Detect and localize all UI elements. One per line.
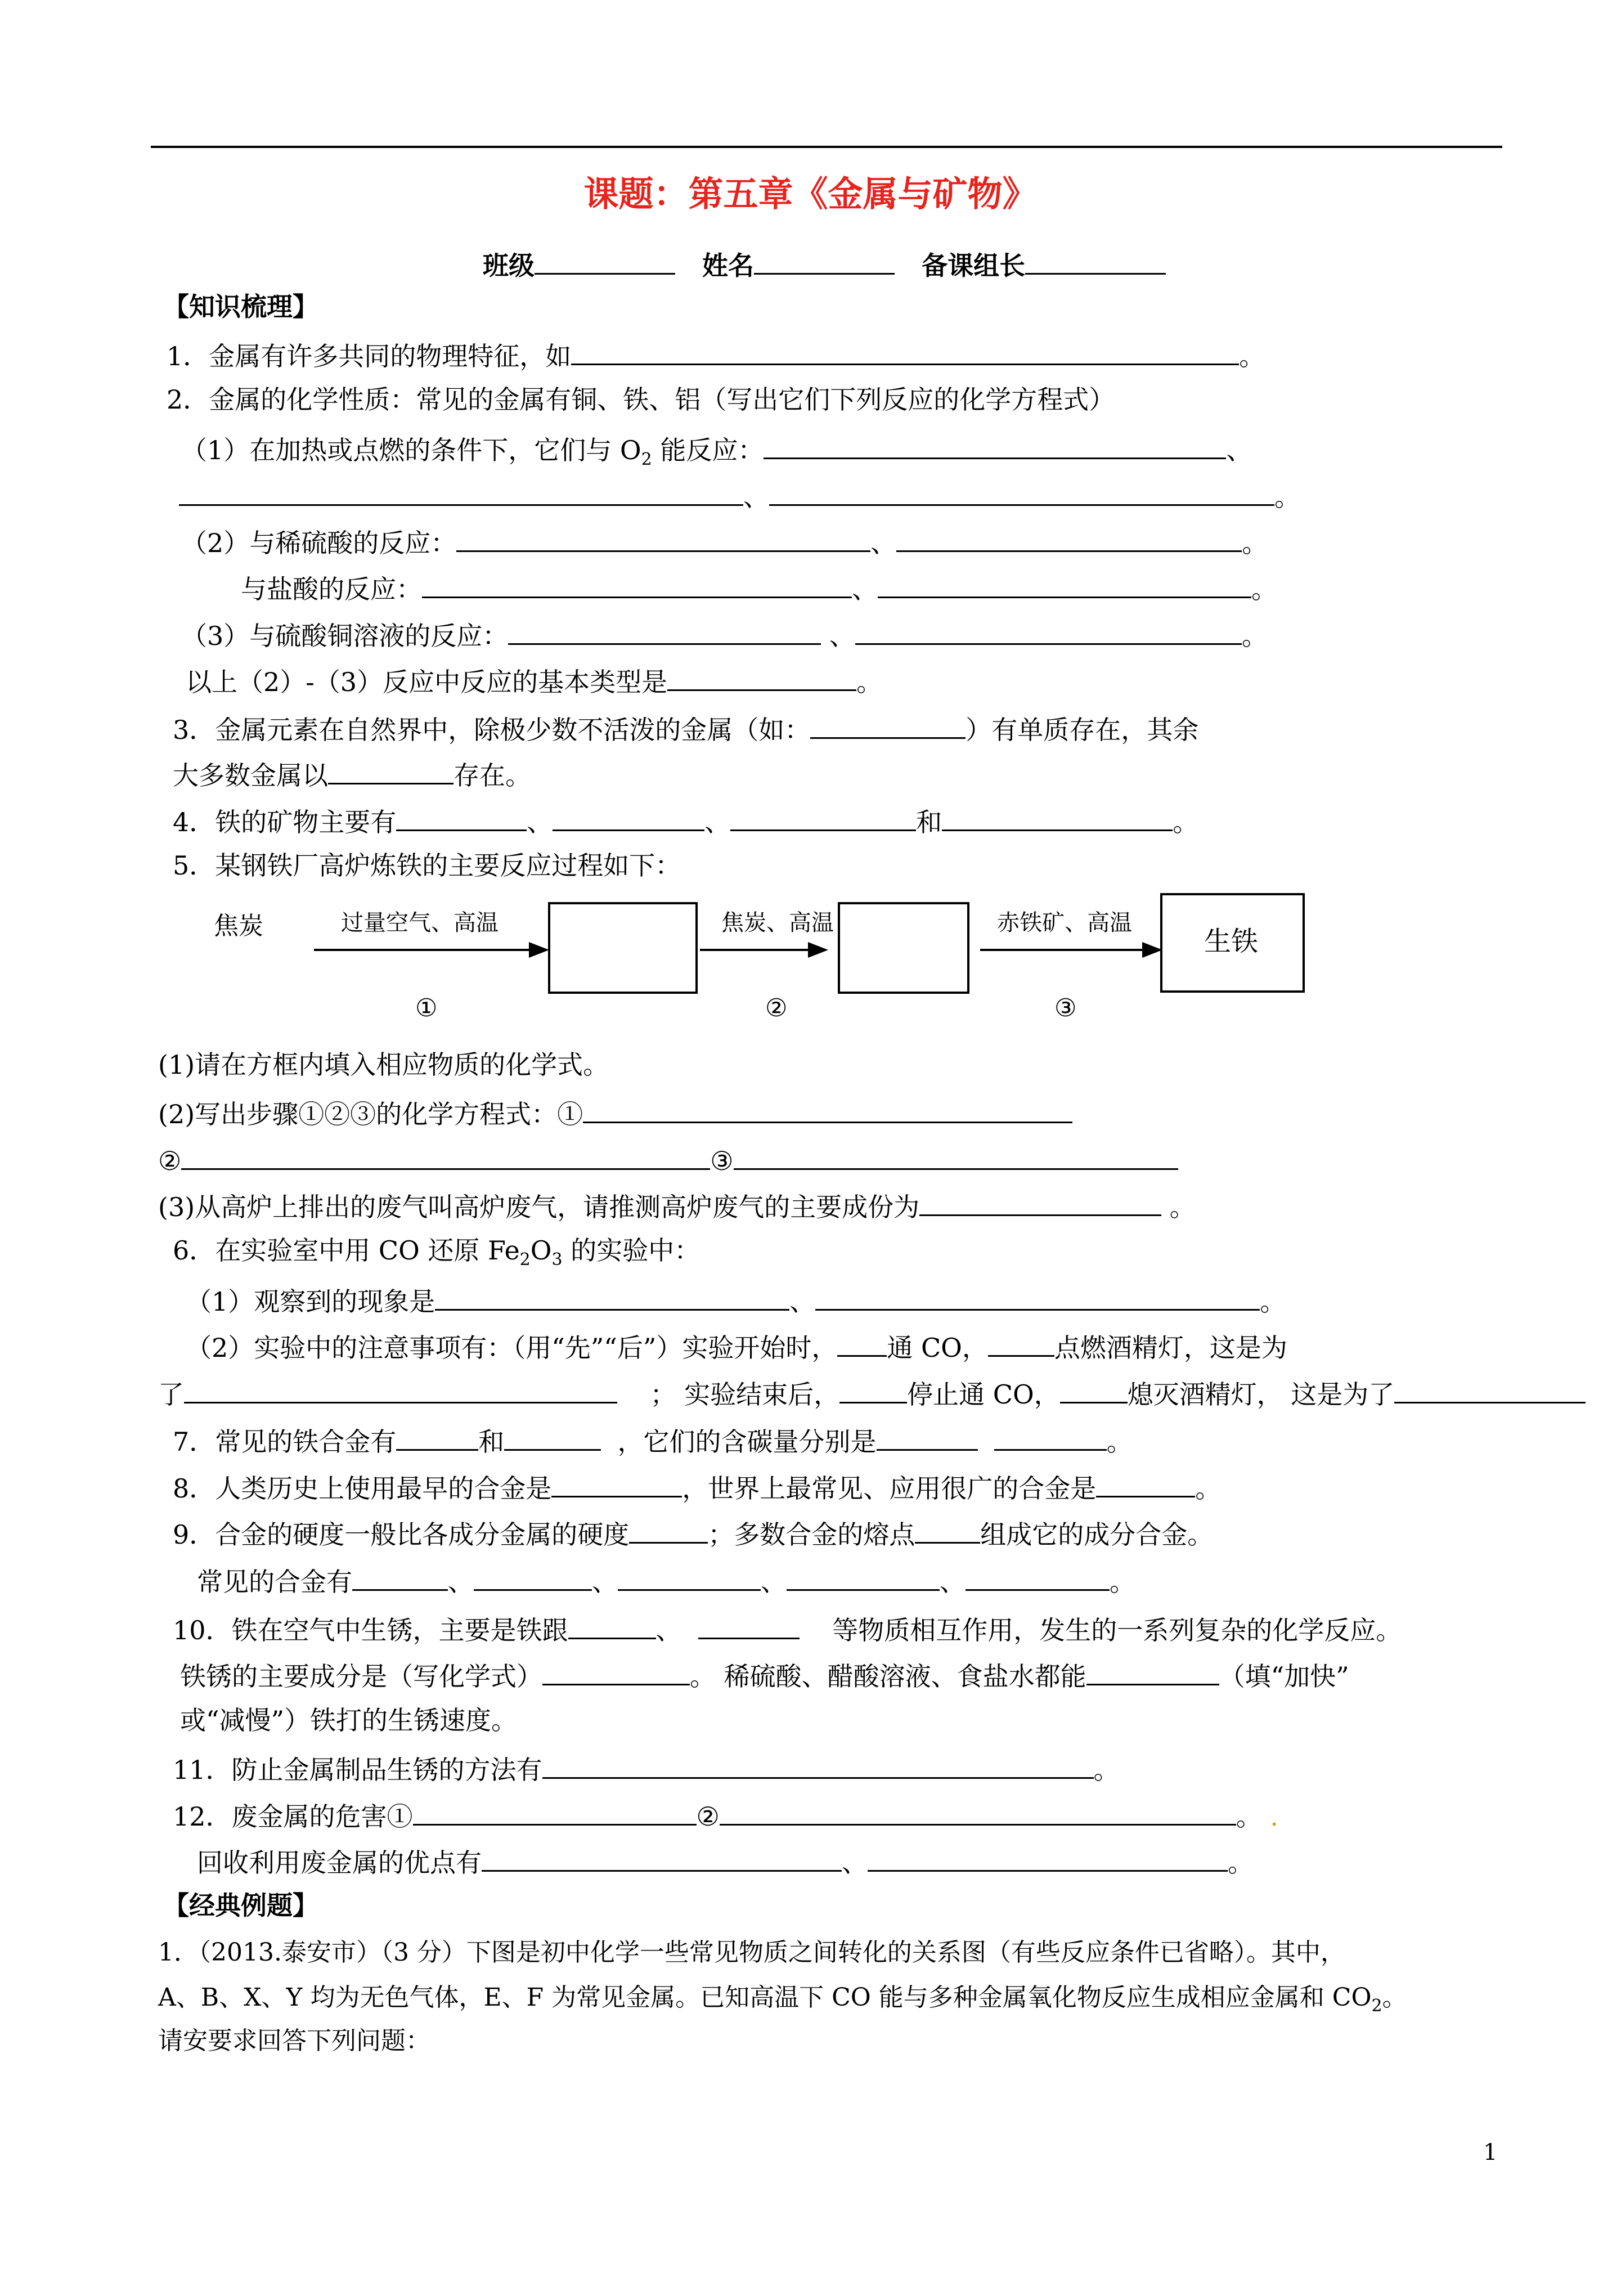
q6-s2-b: 通 CO， xyxy=(887,1333,988,1363)
q7-and: 和 xyxy=(478,1427,505,1457)
q4-blank-4[interactable] xyxy=(942,802,1173,831)
q2-s3-text: （3）与硫酸铜溶液的反应： xyxy=(181,621,509,651)
leader-field[interactable] xyxy=(1025,246,1166,275)
q8-blank-1[interactable] xyxy=(551,1469,682,1497)
q12-l2-text: 回收利用废金属的优点有 xyxy=(197,1847,482,1878)
q4-blank-2[interactable] xyxy=(553,802,704,831)
q6-s1 xyxy=(186,1282,1286,1316)
q5-p3 xyxy=(158,1187,1196,1221)
q6-blank-lamp[interactable] xyxy=(1060,1375,1128,1403)
q2-type-text: 以上（2）-（3）反应中反应的基本类型是 xyxy=(186,667,668,697)
q6-period: 。 xyxy=(1260,1286,1286,1317)
q9-comma: 、 xyxy=(448,1567,474,1597)
step-3-label: ③ xyxy=(1054,994,1077,1023)
q6-s2-line2 xyxy=(158,1375,1586,1409)
q8-text: 8．人类历史上使用最早的合金是 xyxy=(173,1473,552,1504)
q2-type xyxy=(186,662,882,696)
q2-comma: 、 xyxy=(852,574,878,604)
section-knowledge: 【知识梳理】 xyxy=(163,292,318,322)
example1-line3: 请安要求回答下列问题： xyxy=(158,2026,430,2055)
q6-reason-blank-2[interactable] xyxy=(1394,1375,1586,1403)
arrow1-label: 过量空气、高温 xyxy=(341,910,499,936)
q12-period: 。 xyxy=(1228,1847,1254,1878)
q6-post: 的实验中： xyxy=(562,1235,701,1266)
q2-s1-pre: （1）在加热或点燃的条件下，它们与 O xyxy=(181,435,641,465)
q10-blank-1[interactable] xyxy=(568,1611,656,1639)
q2-s3-blank-1[interactable] xyxy=(508,616,821,645)
q12-text: 12．废金属的危害① xyxy=(173,1801,413,1832)
q3-blank-1[interactable] xyxy=(810,710,966,739)
q10-l1-post: 等物质相互作用，发生的一系列复杂的化学反应。 xyxy=(832,1615,1402,1645)
q4 xyxy=(173,802,1198,836)
q6-s1-blank-2[interactable] xyxy=(815,1282,1260,1311)
q12-blank-2[interactable] xyxy=(720,1797,1236,1826)
example1-line2 xyxy=(158,1981,1407,2015)
class-label: 班级 xyxy=(483,250,535,281)
arrow2-head-icon xyxy=(808,942,828,958)
q5-c3: ③ xyxy=(710,1146,734,1176)
q11-blank[interactable] xyxy=(542,1750,1094,1779)
q4-comma: 、 xyxy=(704,807,731,837)
q10-effect-blank[interactable] xyxy=(1086,1657,1219,1685)
example1-l2-pre: A、B、X、Y 均为无色气体，E、F 为常见金属。已知高温下 CO 能与多种金属氧化物反应生成相应金属和 CO xyxy=(158,1983,1372,2012)
arrow2-line xyxy=(700,949,812,951)
arrow1-line xyxy=(314,949,533,951)
q8 xyxy=(173,1469,1221,1503)
q5-p1: (1)请在方框内填入相应物质的化学式。 xyxy=(158,1050,609,1080)
box-1[interactable] xyxy=(548,902,698,994)
q6-s2-f: 停止通 CO， xyxy=(907,1379,1060,1410)
q6-s2-d: 了 xyxy=(158,1379,184,1410)
q2-comma: 、 xyxy=(829,621,855,651)
header-fields xyxy=(483,246,1166,280)
q9-line2 xyxy=(197,1562,1135,1596)
q5-p2-text: (2)写出步骤①②③的化学方程式：① xyxy=(158,1099,583,1129)
q6-sub1: 2 xyxy=(519,1250,531,1270)
q9 xyxy=(173,1515,1213,1549)
section-examples: 【经典例题】 xyxy=(163,1890,318,1921)
q12-blank-1[interactable] xyxy=(413,1797,697,1826)
name-label: 姓名 xyxy=(702,250,755,281)
q3-line2 xyxy=(173,756,531,790)
q9-alloy-blank-1[interactable] xyxy=(352,1562,448,1591)
arrow3-label: 赤铁矿、高温 xyxy=(997,910,1132,936)
q5-p2 xyxy=(158,1095,1072,1128)
q10-l2-mid: 。 稀硫酸、醋酸溶液、食盐水都能 xyxy=(690,1661,1086,1692)
q12-dot: . xyxy=(1270,1801,1279,1832)
q12-c2: ② xyxy=(696,1801,720,1832)
q2-s1-post: 能反应： xyxy=(652,435,764,465)
q10-formula-blank[interactable] xyxy=(542,1657,690,1685)
q6-s2-c: 点燃酒精灯，这是为 xyxy=(1054,1333,1287,1363)
q2-s2a xyxy=(181,523,1268,557)
q2-s2b xyxy=(241,569,1277,603)
q12-period: 。 xyxy=(1236,1801,1262,1832)
q7-blank-1[interactable] xyxy=(396,1422,478,1451)
q5-p3-text: (3)从高炉上排出的废气叫高炉废气，请推测高炉废气的主要成份为 xyxy=(158,1192,920,1222)
q10-l2-post: （填“加快” xyxy=(1219,1661,1349,1692)
q10-comma: 、 xyxy=(655,1615,682,1645)
q2-s3-blank-2[interactable] xyxy=(855,616,1242,645)
q12-comma: 、 xyxy=(842,1847,868,1878)
q4-period: 。 xyxy=(1173,807,1199,837)
q2-period: 。 xyxy=(856,667,883,697)
q2-comma: 、 xyxy=(870,528,897,558)
q12 xyxy=(173,1797,1278,1831)
q6-s2 xyxy=(186,1328,1287,1362)
q2-s2a-blank-2[interactable] xyxy=(896,523,1242,552)
q6-reason-blank-1[interactable] xyxy=(184,1375,617,1403)
q5-p3-end: 。 xyxy=(1161,1192,1196,1222)
q9-line2-text: 常见的合金有 xyxy=(197,1567,352,1597)
q5-text: 5．某钢铁厂高炉炼铁的主要反应过程如下： xyxy=(173,850,681,881)
q3-line2-pre: 大多数金属以 xyxy=(173,760,328,791)
q7-period: 。 xyxy=(1106,1427,1133,1457)
q4-and: 和 xyxy=(916,807,942,837)
diagram-start: 焦炭 xyxy=(214,912,263,940)
q6-s2-e: ； 实验结束后， xyxy=(650,1379,840,1410)
q6-blank-stop[interactable] xyxy=(839,1375,907,1403)
q2-type-blank[interactable] xyxy=(667,662,856,691)
class-field[interactable] xyxy=(535,246,675,275)
header-rule xyxy=(151,146,1502,148)
q2-s1 xyxy=(181,430,1252,469)
q9-comma: 、 xyxy=(592,1567,618,1597)
q9-post: 组成它的成分合金。 xyxy=(980,1519,1214,1550)
q3-line1-pre: 3．金属元素在自然界中，除极少数不活泼的金属（如： xyxy=(173,715,811,745)
q1-text: 1．金属有许多共同的物理特征，如 xyxy=(167,341,572,371)
step-2-label: ② xyxy=(765,994,788,1023)
q1-end: 。 xyxy=(1239,341,1265,371)
q9-alloy-blank-2[interactable] xyxy=(474,1562,592,1591)
q2-comma: 、 xyxy=(743,482,769,512)
diagram-end: 生铁 xyxy=(1204,926,1259,957)
q2-text: 2．金属的化学性质：常见的金属有铜、铁、铝（写出它们下列反应的化学方程式） xyxy=(167,384,1115,415)
q8-mid: ，世界上最常见、应用很广的合金是 xyxy=(682,1473,1097,1504)
example1-l2-post: 。 xyxy=(1382,1983,1407,2012)
q2-s1-line2 xyxy=(179,477,1300,511)
arrow2-label: 焦炭、高温 xyxy=(721,910,834,936)
page-number: 1 xyxy=(1483,2140,1498,2165)
q1 xyxy=(167,337,1265,370)
q6-s1-blank-1[interactable] xyxy=(435,1282,789,1311)
q10-line3: 或“减慢”）铁打的生锈速度。 xyxy=(180,1705,518,1736)
q7-text: 7．常见的铁合金有 xyxy=(173,1427,397,1457)
q9-alloy-blank-3[interactable] xyxy=(618,1562,761,1591)
q2-period: 。 xyxy=(1251,574,1277,604)
q9-blank-1[interactable] xyxy=(629,1515,708,1544)
q2-s1-blank-1[interactable] xyxy=(764,430,1226,459)
q12-benefit-blank-2[interactable] xyxy=(868,1843,1228,1872)
name-field[interactable] xyxy=(754,246,895,275)
q6-comma: 、 xyxy=(789,1286,816,1317)
q2-s2b-blank-1[interactable] xyxy=(422,569,852,598)
q6-s2-a: （2）实验中的注意事项有：（用“先”“后”）实验开始时， xyxy=(186,1333,838,1363)
q8-blank-2[interactable] xyxy=(1096,1469,1195,1497)
q9-comma: 、 xyxy=(761,1567,787,1597)
q9-blank-2[interactable] xyxy=(915,1515,980,1544)
step-1-label: ① xyxy=(415,994,438,1023)
q10-line1 xyxy=(173,1611,1402,1644)
q3-line1-post: ）有单质存在，其余 xyxy=(966,715,1199,745)
q9-alloy-blank-4[interactable] xyxy=(787,1562,940,1591)
example1-l2-sub: 2 xyxy=(1371,1996,1382,2016)
q3-line2-post: 存在。 xyxy=(453,760,531,791)
q4-text: 4．铁的矿物主要有 xyxy=(173,807,397,837)
q6-pre: 6．在实验室中用 CO 还原 Fe xyxy=(173,1235,520,1266)
q9-mid: ；多数合金的熔点 xyxy=(708,1519,915,1550)
q9-period: 。 xyxy=(1110,1567,1135,1597)
q5-c2: ② xyxy=(158,1146,182,1176)
q6-s2-g: 熄灭酒精灯， 这是为了 xyxy=(1127,1379,1395,1410)
q9-text: 9．合金的硬度一般比各成分金属的硬度 xyxy=(173,1519,630,1550)
q5-p3-blank[interactable] xyxy=(919,1187,1161,1216)
box-2[interactable] xyxy=(838,902,969,994)
q2-s1-blank-3[interactable] xyxy=(769,477,1274,506)
q1-blank[interactable] xyxy=(571,337,1239,365)
q9-alloy-blank-5[interactable] xyxy=(966,1562,1110,1591)
q2-period: 。 xyxy=(1242,528,1268,558)
q6-blank-first[interactable] xyxy=(837,1328,887,1357)
q7 xyxy=(173,1422,1133,1456)
q12-line2 xyxy=(197,1843,1254,1877)
q10-l1-pre: 10．铁在空气中生锈，主要是铁跟 xyxy=(173,1615,568,1645)
q5-p2-line2 xyxy=(158,1141,1178,1175)
q10-blank-2[interactable] xyxy=(698,1611,800,1639)
q11-text: 11．防止金属制品生锈的方法有 xyxy=(173,1755,542,1785)
q2-period: 。 xyxy=(1241,621,1268,651)
q3-blank-2[interactable] xyxy=(328,756,453,784)
example1-line1: 1．（2013.泰安市）（3 分）下图是初中化学一些常见物质之间转化的关系图（有些反应条件已省略）。其中， xyxy=(158,1938,1345,1967)
q4-comma: 、 xyxy=(527,807,553,837)
q4-blank-1[interactable] xyxy=(396,802,527,831)
q6-sub2: 3 xyxy=(551,1250,563,1270)
q9-comma: 、 xyxy=(940,1567,966,1597)
q6-mid: O xyxy=(530,1235,552,1266)
arrow3-line xyxy=(980,949,1147,951)
q12-benefit-blank-1[interactable] xyxy=(482,1843,842,1872)
leader-label: 备课组长 xyxy=(922,250,1026,281)
q2-s1-blank-2[interactable] xyxy=(179,477,743,506)
q3-line1 xyxy=(173,710,1198,744)
q11 xyxy=(173,1750,1120,1784)
q2-s1-sub: 2 xyxy=(641,450,652,469)
q5-eq2-blank[interactable] xyxy=(181,1141,710,1170)
arrow1-head-icon xyxy=(529,942,549,958)
q2-s2b-text: 与盐酸的反应： xyxy=(241,574,422,604)
q2-s2a-blank-1[interactable] xyxy=(456,523,870,552)
q7-blank-3[interactable] xyxy=(877,1422,978,1451)
q8-period: 。 xyxy=(1195,1473,1222,1504)
q5-eq3-blank[interactable] xyxy=(734,1141,1178,1170)
q10-l2-pre: 铁锈的主要成分是（写化学式） xyxy=(180,1661,542,1692)
q2-period: 。 xyxy=(1274,482,1300,512)
q2-comma: 、 xyxy=(1226,435,1252,465)
q2-s2b-blank-2[interactable] xyxy=(878,569,1251,598)
q7-mid: ，它们的含碳量分别是 xyxy=(617,1427,877,1457)
q2-s2a-text: （2）与稀硫酸的反应： xyxy=(181,528,457,558)
page-title: 课题：第五章《金属与矿物》 xyxy=(583,173,1038,214)
q6-blank-then[interactable] xyxy=(988,1328,1054,1357)
q10-line2 xyxy=(180,1657,1349,1690)
q6-text xyxy=(173,1234,701,1270)
q6-s1-text: （1）观察到的现象是 xyxy=(186,1286,435,1317)
q7-blank-2[interactable] xyxy=(504,1422,601,1451)
q4-blank-3[interactable] xyxy=(730,802,916,831)
q5-eq1-blank[interactable] xyxy=(583,1095,1072,1123)
arrow3-head-icon xyxy=(1142,942,1162,958)
q2-s3 xyxy=(181,616,1268,650)
q11-period: 。 xyxy=(1093,1755,1120,1785)
q7-blank-4[interactable] xyxy=(994,1422,1107,1451)
